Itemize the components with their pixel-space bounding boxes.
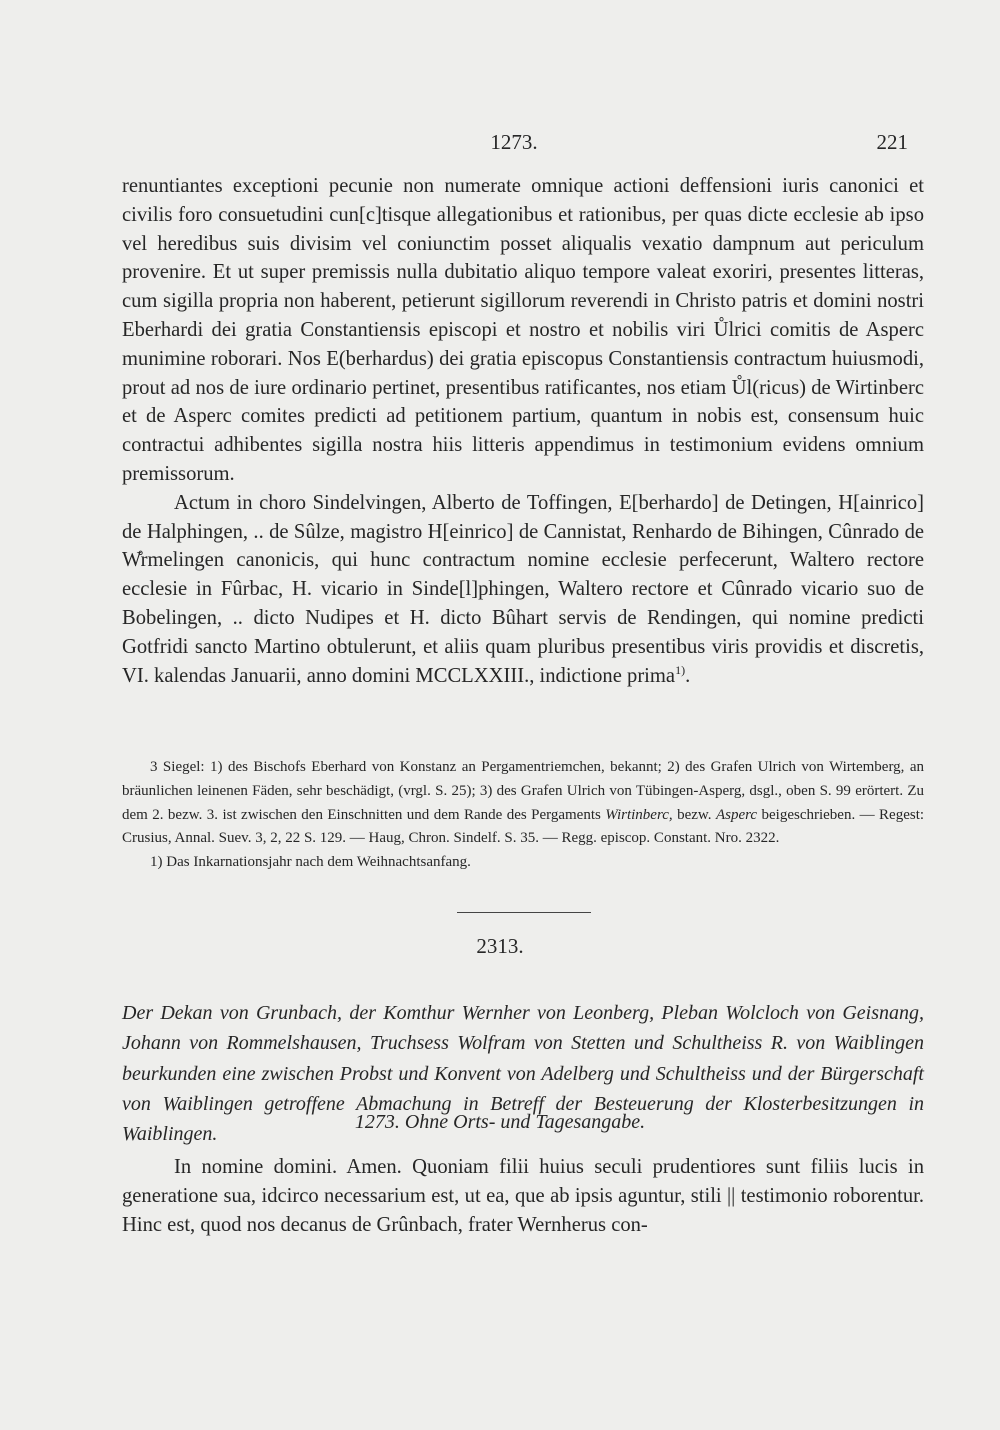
apparatus-notes [122, 756, 924, 875]
footnote-1: 1) Das Inkarnationsjahr nach dem Weihnachtsanfang. [150, 854, 471, 871]
running-head [120, 130, 908, 160]
witness-text: Actum in choro Sindelvingen, Alberto de Toffingen, E[berhardo] de Detingen, H[ainrico] de Halphingen, .. de Sûlze, magistro H[einrico] de Cannistat, Renhardo de Bihingen, Cûnrado de W̊rmelingen canonicis, qui hunc contractum nomine ecclesie perfecerunt, Waltero rectore ecclesie in Fûrbac, H. vicario in Sinde[l]phingen, Waltero rectore et Cûnrado vicario suo de Bobelingen, .. dicto Nudipes et H. dicto Bûhart servis de Rendingen, qui nomine predicti Gotfridi sancto Martino obtulerunt, et aliis quam pluribus presentibus viris providis et discretis, VI. kalendas Januarii, anno domini MCCLXXIII., indictione prima [122, 491, 924, 687]
seal-note-asperc: Asperc [715, 806, 758, 823]
charter-paragraph: renuntiantes exceptioni pecunie non numerate omnique actioni deffensioni iuris canonici et civilis foro consuetudini cun[c]tisque allegationibus et rationibus, per quas dicte ecclesie ab ipso vel heredibus suis divisim vel coniunctim posset aliqualis vexatio dampnum aut periculum provenire. Et ut super premissis nulla dubitatio aliquo tempore valeat exoriri, presentes litteras, cum sigilla propria non haberent, petierunt sigillorum reverendi in Christo patris et domini nostri Eberhardi dei gratia Constantiensis episcopi et nostro et nobilis viri Ůlrici comitis de Asperc munimine roborari. Nos E(berhardus) dei gratia episcopus Constantiensis contractum huiusmodi, prout ad nos de iure ordinario pertinet, presentibus ratificantes, nos etiam Ůl(ricus) de Wirtinberc et de Asperc comites predicti ad petitionem partium, quantum in nobis est, consensum huic contractui adhibentes sigilla nostra hiis litteris appendimus in testimonium evidens omnium premissorum. [122, 175, 924, 485]
section-divider [457, 912, 591, 913]
charter-continuation [122, 172, 924, 690]
date-line: 1273. Ohne Orts- und Tagesangabe. [354, 1111, 646, 1133]
seal-note-bezw: bezw. [677, 806, 712, 823]
seal-note-end: beigeschrieben. — Regest: Crusius, Annal. Suev. 3, 2, 22 S. 129. — Haug, Chron. Sindelf. S. 35. — Regg. episcop. Constant. Nro. 2322. [122, 806, 925, 847]
footnote-marker: 1) [675, 662, 686, 677]
running-head-year: 1273. [490, 130, 538, 154]
document-number: 2313. [476, 934, 524, 958]
witness-paragraph [122, 489, 924, 691]
seal-note [122, 756, 924, 851]
seal-note-wirtinberc: Wirtinberc, [605, 806, 673, 823]
page-number: 221 [876, 130, 908, 154]
regest-summary: Der Dekan von Grunbach, der Komthur Wernher von Leonberg, Pleban Wolcloch von Geisnang, Johann von Rommelshausen, Truchsess Wolfram von Stetten und Schultheiss R. von Waiblingen beurkunden eine zwischen Probst und Konvent von Adelberg und Schultheiss und der Bürgerschaft von Waiblingen getroffene Abmachung in Betreff der Besteuerung der Klosterbesitzungen in Waiblingen. [122, 1002, 924, 1146]
witness-text-end: . [685, 664, 691, 687]
charter-text [122, 1153, 924, 1240]
charter-opening: In nomine domini. Amen. Quoniam filii huius seculi prudentiores sunt filiis lucis in generatione sua, idcirco necessarium est, ut ea, que ab ipsis aguntur, stili || testimonio roborentur. Hinc est, quod nos decanus de Grûnbach, frater Wernherus con- [122, 1156, 924, 1236]
seal-note-text: 3 Siegel: 1) des Bischofs Eberhard von Konstanz an Pergamentriemchen, bekannt; 2) des Grafen Ulrich von Wirtemberg, an bräunlichen leinenen Fäden, sehr beschädigt, (vrgl. S. 25); 3) des Grafen Ulrich von Tübingen-Asperg, dsgl., oben S. 99 erörtert. Zu dem 2. bezw. 3. ist zwischen den Einschnitten und dem Rande des Pergaments [122, 759, 924, 823]
